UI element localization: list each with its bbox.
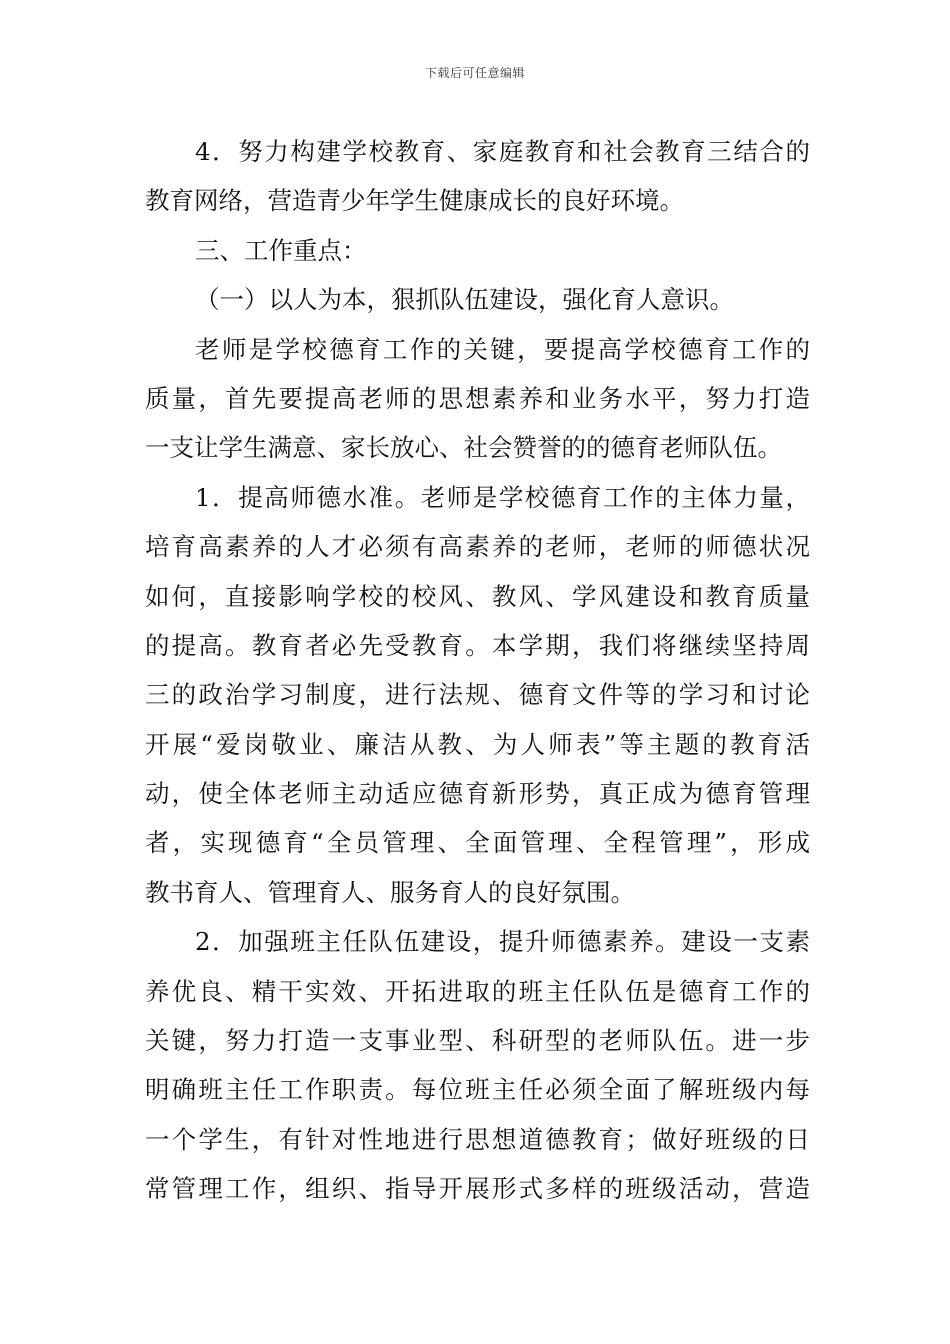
paragraph-line: 养优良、精干实效、开拓进取的班主任队伍是德育工作的 (145, 976, 810, 1006)
section-heading: 三、工作重点： (195, 235, 367, 265)
paragraph-line: 4．努力构建学校教育、家庭教育和社会教育三结合的 (195, 137, 810, 166)
paragraph-line: 明确班主任工作职责。每位班主任必须全面了解班级内每 (145, 1075, 810, 1105)
paragraph-line: 一个学生，有针对性地进行思想道德教育；做好班级的日 (145, 1124, 810, 1154)
paragraph-line: 教书育人、管理育人、服务育人的良好氛围。 (145, 877, 635, 907)
paragraph-line: 的提高。教育者必先受教育。本学期，我们将继续坚持周 (145, 630, 810, 660)
paragraph-line: 质量，首先要提高老师的思想素养和业务水平，努力打造 (145, 383, 810, 413)
paragraph-line: 培育高素养的人才必须有高素养的老师，老师的师德状况 (145, 532, 810, 562)
paragraph-line: 如何，直接影响学校的校风、教风、学风建设和教育质量 (145, 581, 810, 611)
paragraph-line: 1．提高师德水准。老师是学校德育工作的主体力量， (195, 482, 810, 512)
paragraph-line: 三的政治学习制度，进行法规、德育文件等的学习和讨论 (145, 680, 810, 710)
paragraph-line: 常管理工作，组织、指导开展形式多样的班级活动，营造 (145, 1174, 810, 1204)
paragraph-line: 者，实现德育“全员管理、全面管理、全程管理”，形成 (145, 828, 810, 858)
subsection-heading: （一）以人为本，狠抓队伍建设，强化育人意识。 (195, 285, 734, 315)
paragraph-line: 关键，努力打造一支事业型、科研型的老师队伍。进一步 (145, 1026, 810, 1056)
paragraph-line: 动，使全体老师主动适应德育新形势，真正成为德育管理 (145, 779, 810, 809)
paragraph-line: 2．加强班主任队伍建设，提升师德素养。建设一支素 (195, 927, 810, 957)
document-body (145, 127, 810, 1214)
paragraph-line: 老师是学校德育工作的关键，要提高学校德育工作的 (195, 334, 810, 364)
paragraph-line: 开展“爱岗敬业、廉洁从教、为人师表”等主题的教育活 (145, 729, 810, 759)
paragraph-line: 教育网络，营造青少年学生健康成长的良好环境。 (145, 186, 684, 216)
paragraph-line: 一支让学生满意、家长放心、社会赞誉的的德育老师队伍。 (145, 433, 782, 463)
page-header: 下载后可任意编辑 (424, 66, 525, 80)
